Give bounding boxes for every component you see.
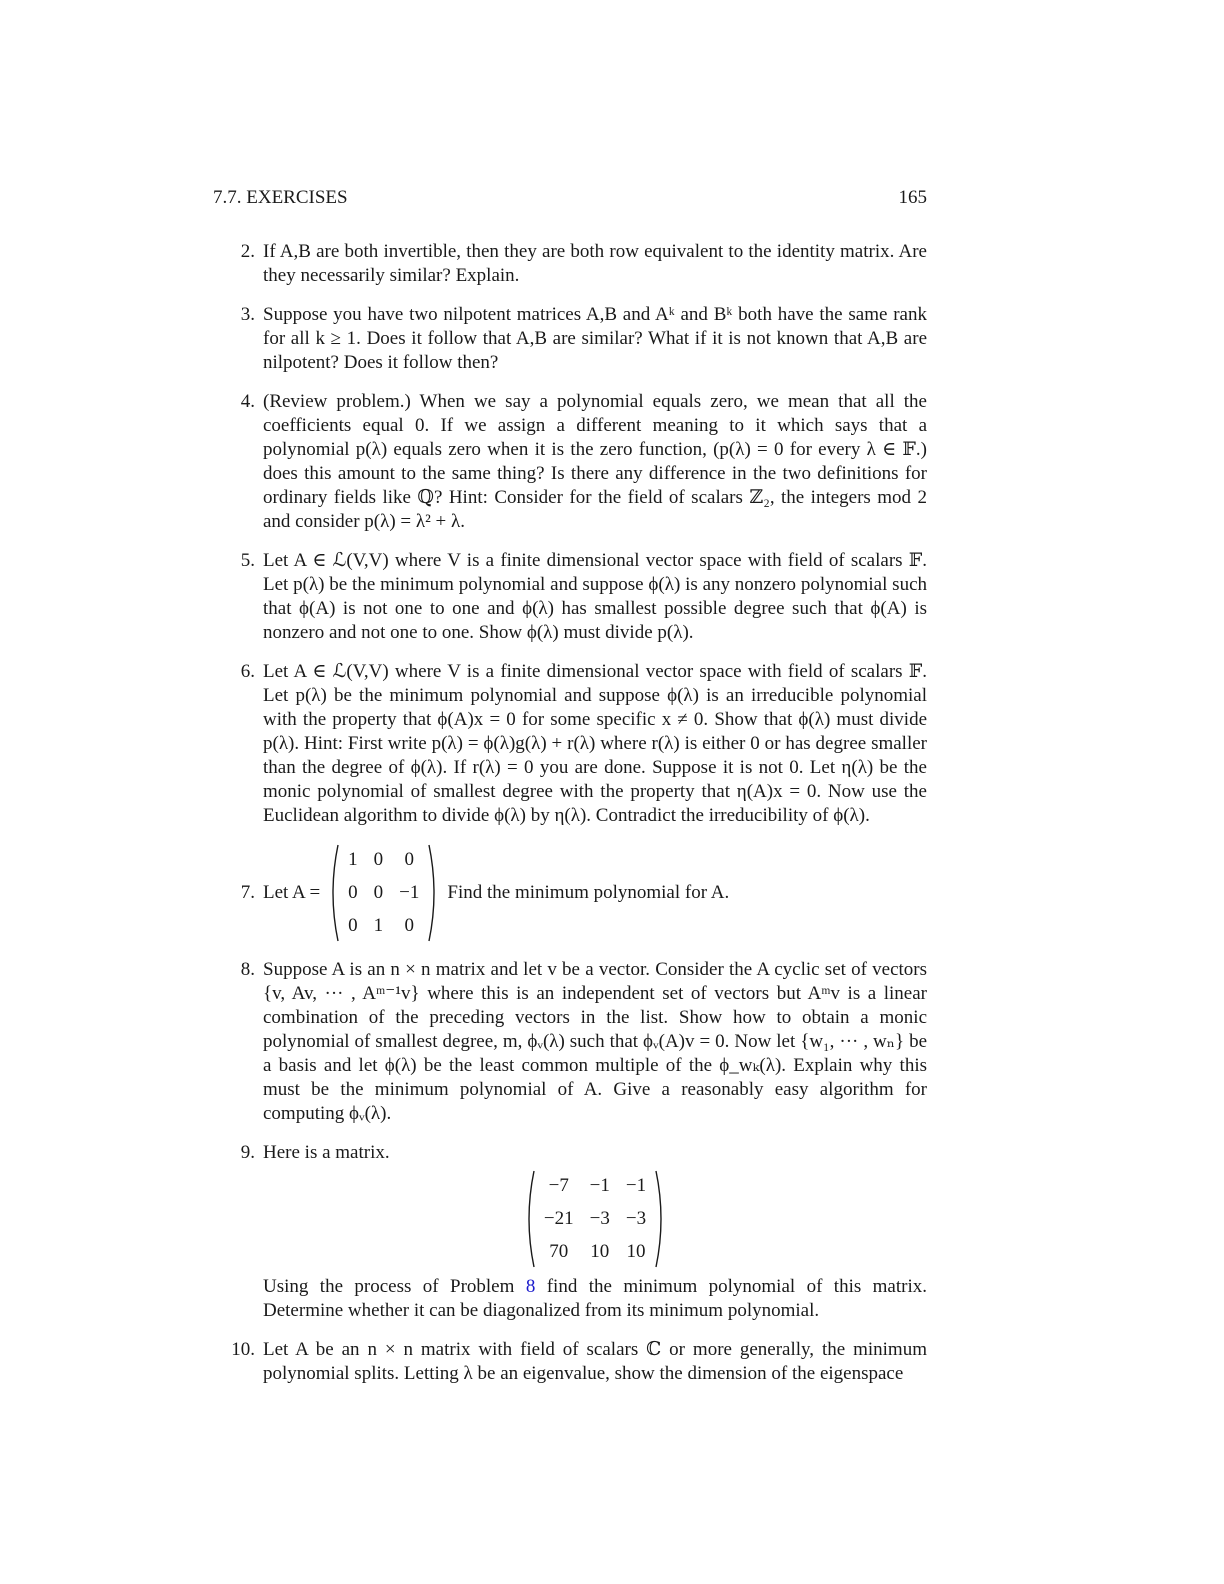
left-paren <box>522 1169 536 1269</box>
exercise-text: If A,B are both invertible, then they are both row equivalent to the identity matrix. Are they necessarily similar? Explain. <box>263 241 927 286</box>
matrix-cell: 0 <box>348 915 358 937</box>
exercise-number: 5. <box>240 550 255 571</box>
exercise-3 <box>213 303 927 375</box>
matrix-a <box>326 843 441 943</box>
running-header <box>213 186 927 210</box>
exercise-number: 8. <box>240 959 255 980</box>
matrix-cell: −1 <box>625 1174 647 1196</box>
exercise-text: Let A ∈ ℒ(V,V) where V is a finite dimensional vector space with field of scalars 𝔽. Let p(λ) be the minimum polynomial and suppose ϕ(λ) is any nonzero polynomial such that ϕ(A) is not one to one and ϕ(λ) has smallest possible degree such that ϕ(A) is nonzero and not one to one. Show ϕ(λ) must divide p(λ). <box>263 550 927 643</box>
matrix-cell: −1 <box>589 1174 610 1196</box>
right-paren <box>427 843 441 943</box>
page-number: 165 <box>898 187 927 208</box>
exercise-tail: Find the minimum polynomial for A. <box>447 882 730 903</box>
matrix-cell: −3 <box>589 1207 610 1229</box>
exercise-number: 9. <box>240 1142 255 1163</box>
matrix-cell: 10 <box>626 1241 646 1263</box>
matrix-cell: −1 <box>399 881 420 903</box>
exercise-number: 2. <box>240 241 255 262</box>
exercise-text: Suppose you have two nilpotent matrices A,B and Aᵏ and Bᵏ both have the same rank for all k ≥ 1. Does it follow that A,B are similar? What if it is not known that A,B are nilpotent? Does it follow then? <box>263 304 927 373</box>
exercise-number: 3. <box>240 304 255 325</box>
matrix-cell: 70 <box>549 1241 569 1263</box>
exercise-list <box>213 240 927 1401</box>
matrix-cell: −21 <box>543 1207 574 1229</box>
exercise-8 <box>213 958 927 1126</box>
exercise-2 <box>213 240 927 288</box>
exercise-text: Let A be an n × n matrix with field of scalars ℂ or more generally, the minimum polynomial splits. Letting λ be an eigenvalue, show the dimension of the eigenspace <box>263 1339 927 1384</box>
exercise-6 <box>213 660 927 828</box>
exercise-number: 6. <box>240 661 255 682</box>
exercise-text <box>263 1275 927 1323</box>
exercise-9 <box>213 1141 927 1323</box>
matrix-cell: −7 <box>548 1174 569 1196</box>
matrix-grid <box>536 1169 654 1269</box>
matrix-cell: 10 <box>590 1241 610 1263</box>
matrix-cell: −3 <box>625 1207 647 1229</box>
exercise-5 <box>213 549 927 645</box>
exercise-10 <box>213 1338 927 1386</box>
exercise-text: Suppose A is an n × n matrix and let v be a vector. Consider the A cyclic set of vectors {v, Av, ··· , Aᵐ⁻¹v} where this is an independent set of vectors but Aᵐv is a linear combination of the preceding vectors in the list. Show how to obtain a monic polynomial of smallest degree, m, ϕᵥ(λ) such that ϕᵥ(A)v = 0. Now let {w₁, ··· , wₙ} be a basis and let ϕ(λ) be the least common multiple of the ϕ_wₖ(λ). Explain why this must be the minimum polynomial of A. Give a reasonably easy algorithm for computing ϕᵥ(λ). <box>263 959 927 1124</box>
left-paren <box>326 843 340 943</box>
matrix-b <box>522 1169 668 1269</box>
right-paren <box>654 1169 668 1269</box>
matrix-cell: 1 <box>348 848 358 870</box>
matrix-cell: 0 <box>373 881 384 903</box>
exercise-text: (Review problem.) When we say a polynomial equals zero, we mean that all the coefficients equal 0. If we assign a different meaning to it which says that a polynomial p(λ) equals zero when it is the zero function, (p(λ) = 0 for every λ ∈ 𝔽.) does this amount to the same thing? Is there any difference in the two definitions for ordinary fields like ℚ? Hint: Consider for the field of scalars ℤ₂, the integers mod 2 and consider p(λ) = λ² + λ. <box>263 391 927 532</box>
matrix-cell: 0 <box>348 881 358 903</box>
exercise-number: 10. <box>231 1339 255 1360</box>
exercise-lead: Let A = <box>263 882 321 903</box>
exercise-7 <box>213 843 927 943</box>
exercise-number: 4. <box>240 391 255 412</box>
matrix-cell: 0 <box>373 848 384 870</box>
text-before-ref: Using the process of Problem <box>263 1276 526 1297</box>
text-after-ref: find the minimum polynomial of this matrix. Determine whether it can be diagonalized from its minimum polynomial. <box>263 1276 927 1321</box>
exercise-number: 7. <box>240 882 255 903</box>
section-title: 7.7. EXERCISES <box>213 187 348 208</box>
matrix-cell: 0 <box>404 848 415 870</box>
matrix-cell: 0 <box>404 915 415 937</box>
matrix-cell: 1 <box>373 915 384 937</box>
exercise-lead: Here is a matrix. <box>263 1142 390 1163</box>
exercise-4 <box>213 390 927 534</box>
problem-ref-link[interactable]: 8 <box>525 1276 536 1297</box>
matrix-grid <box>340 843 427 943</box>
exercise-text: Let A ∈ ℒ(V,V) where V is a finite dimensional vector space with field of scalars 𝔽. Let p(λ) be the minimum polynomial and suppose ϕ(λ) is an irreducible polynomial with the property that ϕ(A)x = 0 for some specific x ≠ 0. Show that ϕ(λ) must divide p(λ). Hint: First write p(λ) = ϕ(λ)g(λ) + r(λ) where r(λ) is either 0 or has degree smaller than the degree of ϕ(λ). If r(λ) = 0 you are done. Suppose it is not 0. Let η(λ) be the monic polynomial of smallest degree with the property that η(A)x = 0. Now use the Euclidean algorithm to divide ϕ(λ) by η(λ). Contradict the irreducibility of ϕ(λ). <box>263 661 927 826</box>
